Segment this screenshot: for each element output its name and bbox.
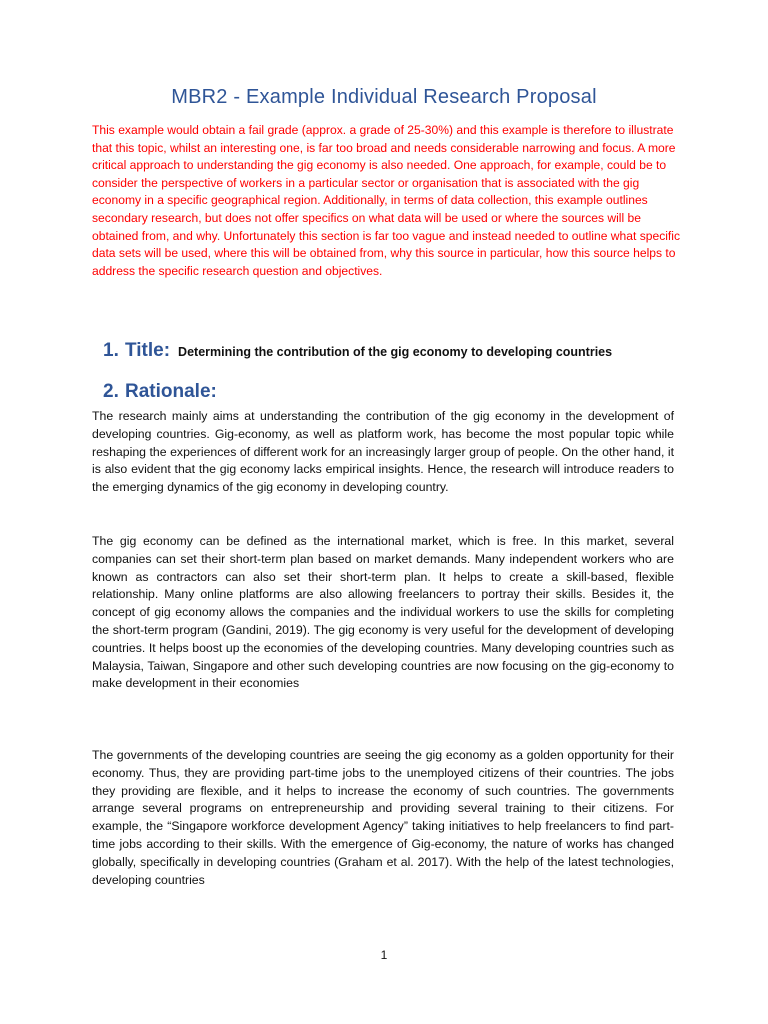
page-number: 1	[380, 948, 388, 962]
section-number: 2.	[103, 381, 119, 402]
section-title-heading	[103, 340, 612, 362]
body-paragraph: The governments of the developing countries are seeing the gig economy as a golden opportunity for their economy. Thus, they are providing part-time jobs to the unemployed citizens of their countries. The jobs they providing are flexible, and it helps to increase the economy of such countries. The governments arrange several programs on entrepreneurship and providing several training to their citizens. For example, the “Singapore workforce development Agency” taking initiatives to help freelancers to find part-time jobs according to their skills. With the emergence of Gig-economy, the nature of works has changed globally, specifically in developing countries (Graham et al. 2017). With the help of the latest technologies, developing countries	[92, 748, 674, 887]
section-heading-label: Rationale:	[125, 381, 217, 402]
document-title: MBR2 - Example Individual Research Proposal	[171, 86, 597, 108]
section-number: 1.	[103, 340, 119, 361]
research-title-text: Determining the contribution of the gig economy to developing countries	[178, 345, 613, 359]
grading-note: This example would obtain a fail grade (approx. a grade of 25-30%) and this example is therefore to illustrate that this topic, whilst an interesting one, is far too broad and needs considerable narrowing and focus. A more critical approach to understanding the gig economy is also needed. One approach, for example, could be to consider the perspective of workers in a particular sector or organisation that is associated with the gig economy in a specific geographical region. Additionally, in terms of data collection, this example outlines secondary research, but does not offer specifics on what data will be used or where the sources will be obtained from, and why. Unfortunately this section is far too vague and instead needed to outline what specific data sets will be used, where this will be obtained from, why this source in particular, how this source helps to address the specific research question and objectives.	[92, 123, 681, 278]
section-heading-label: Title:	[125, 340, 171, 361]
section-rationale-heading	[103, 381, 217, 403]
body-paragraph: The gig economy can be defined as the international market, which is free. In this market, several companies can set their short-term plan based on market demands. Many independent workers who are known as contractors can also set their short-term plan. It helps to create a skill-based, flexible relationship. Many online platforms are also allowing freelancers to portray their skills. Besides it, the concept of gig economy allows the companies and the individual workers to use the skills for completing the short-term program (Gandini, 2019). The gig economy is very useful for the development of developing countries. It helps boost up the economies of the developing countries. Many developing countries such as Malaysia, Taiwan, Singapore and other such developing countries are now focusing on the gig-economy to make development in their economies	[92, 534, 674, 691]
body-paragraph: The research mainly aims at understanding the contribution of the gig economy in the development of developing countries. Gig-economy, as well as platform work, has become the most popular topic while reshaping the experiences of different work for an increasingly larger group of people. On the other hand, it is also evident that the gig economy lacks empirical insights. Hence, the research will introduce readers to the emerging dynamics of the gig economy in developing country.	[92, 409, 674, 495]
